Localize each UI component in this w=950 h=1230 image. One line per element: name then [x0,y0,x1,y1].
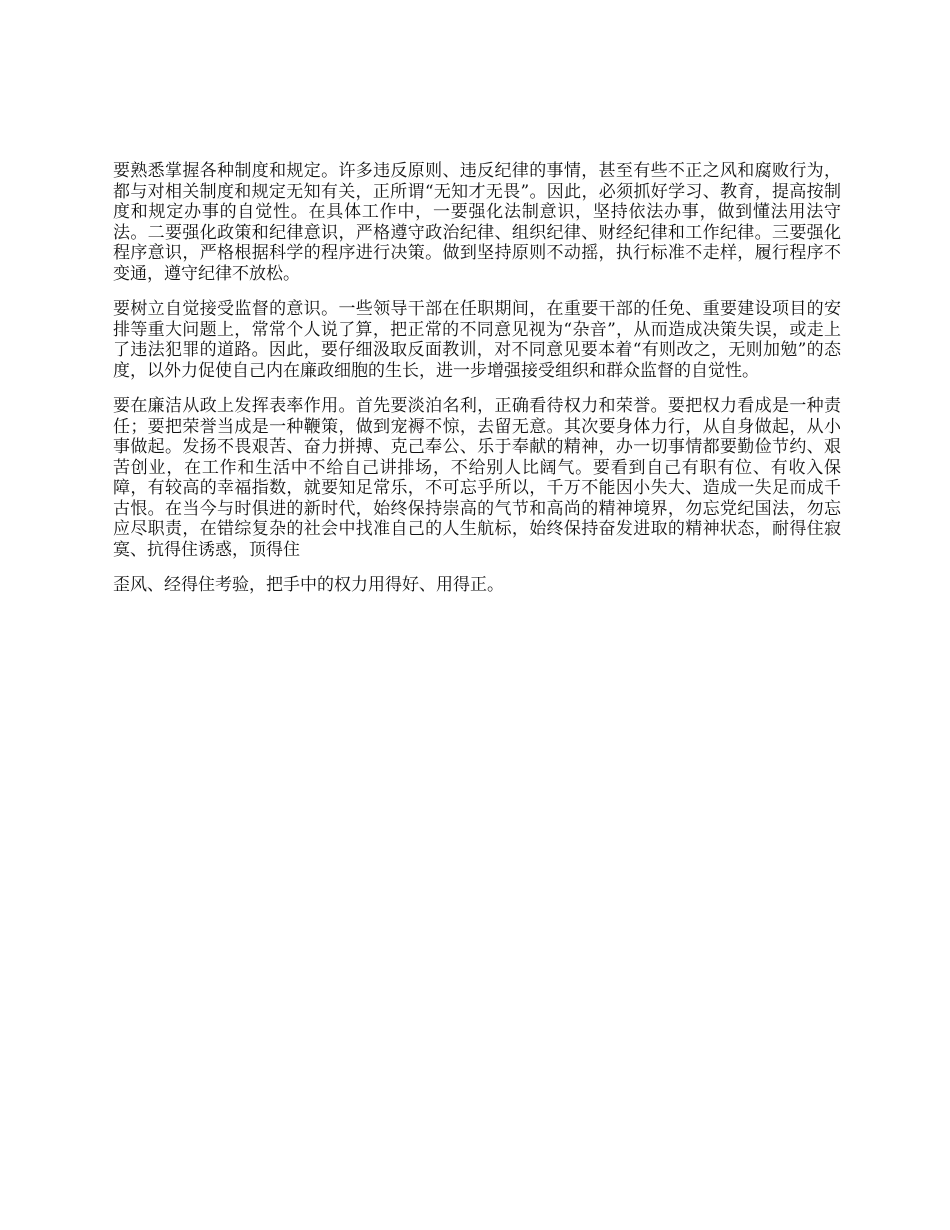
document-body [113,161,841,611]
paragraph-self-discipline: 要熟悉掌握各种制度和规定。许多违反原则、违反纪律的事情，甚至有些不正之风和腐败行为，都与对相关制度和规定无知有关，正所谓“无知才无畏”。因此，必须抓好学习、教育，提高按制度和规定办事的自觉性。在具体工作中，一要强化法制意识，坚持依法办事，做到懂法用法守法。二要强化政策和纪律意识，严格遵守政治纪律、组织纪律、财经纪律和工作纪律。三要强化程序意识，严格根据科学的程序进行决策。做到坚持原则不动摇，执行标准不走样，履行程序不变通，遵守纪律不放松。 [113,161,841,284]
paragraph-accept-supervision: 要树立自觉接受监督的意识。一些领导干部在任职期间，在重要干部的任免、重要建设项目的安排等重大问题上，常常个人说了算，把正常的不同意见视为“杂音”，从而造成决策失误，或走上了违法犯罪的道路。因此，要仔细汲取反面教训，对不同意见要本着“有则改之，无则加勉”的态度，以外力促使自己内在廉政细胞的生长，进一步增强接受组织和群众监督的自觉性。 [113,299,841,381]
paragraph-exemplary-role: 要在廉洁从政上发挥表率作用。首先要淡泊名利，正确看待权力和荣誉。要把权力看成是一种责任；要把荣誉当成是一种鞭策，做到宠褥不惊，去留无意。其次要身体力行，从自身做起，从小事做起。发扬不畏艰苦、奋力拼搏、克己奉公、乐于奉献的精神，办一切事情都要勤俭节约、艰苦创业，在工作和生活中不给自己讲排场，不给别人比阔气。要看到自己有职有位、有收入保障，有较高的幸福指数，就要知足常乐，不可忘乎所以，千万不能因小失大、造成一失足而成千古恨。在当今与时俱进的新时代，始终保持崇高的气节和高尚的精神境界，勿忘党纪国法，勿忘应尽职责，在错综复杂的社会中找准自己的人生航标，始终保持奋发进取的精神状态，耐得住寂寞、抗得住诱惑，顶得住 [113,396,841,560]
paragraph-conclusion: 歪风、经得住考验，把手中的权力用得好、用得正。 [113,575,504,595]
